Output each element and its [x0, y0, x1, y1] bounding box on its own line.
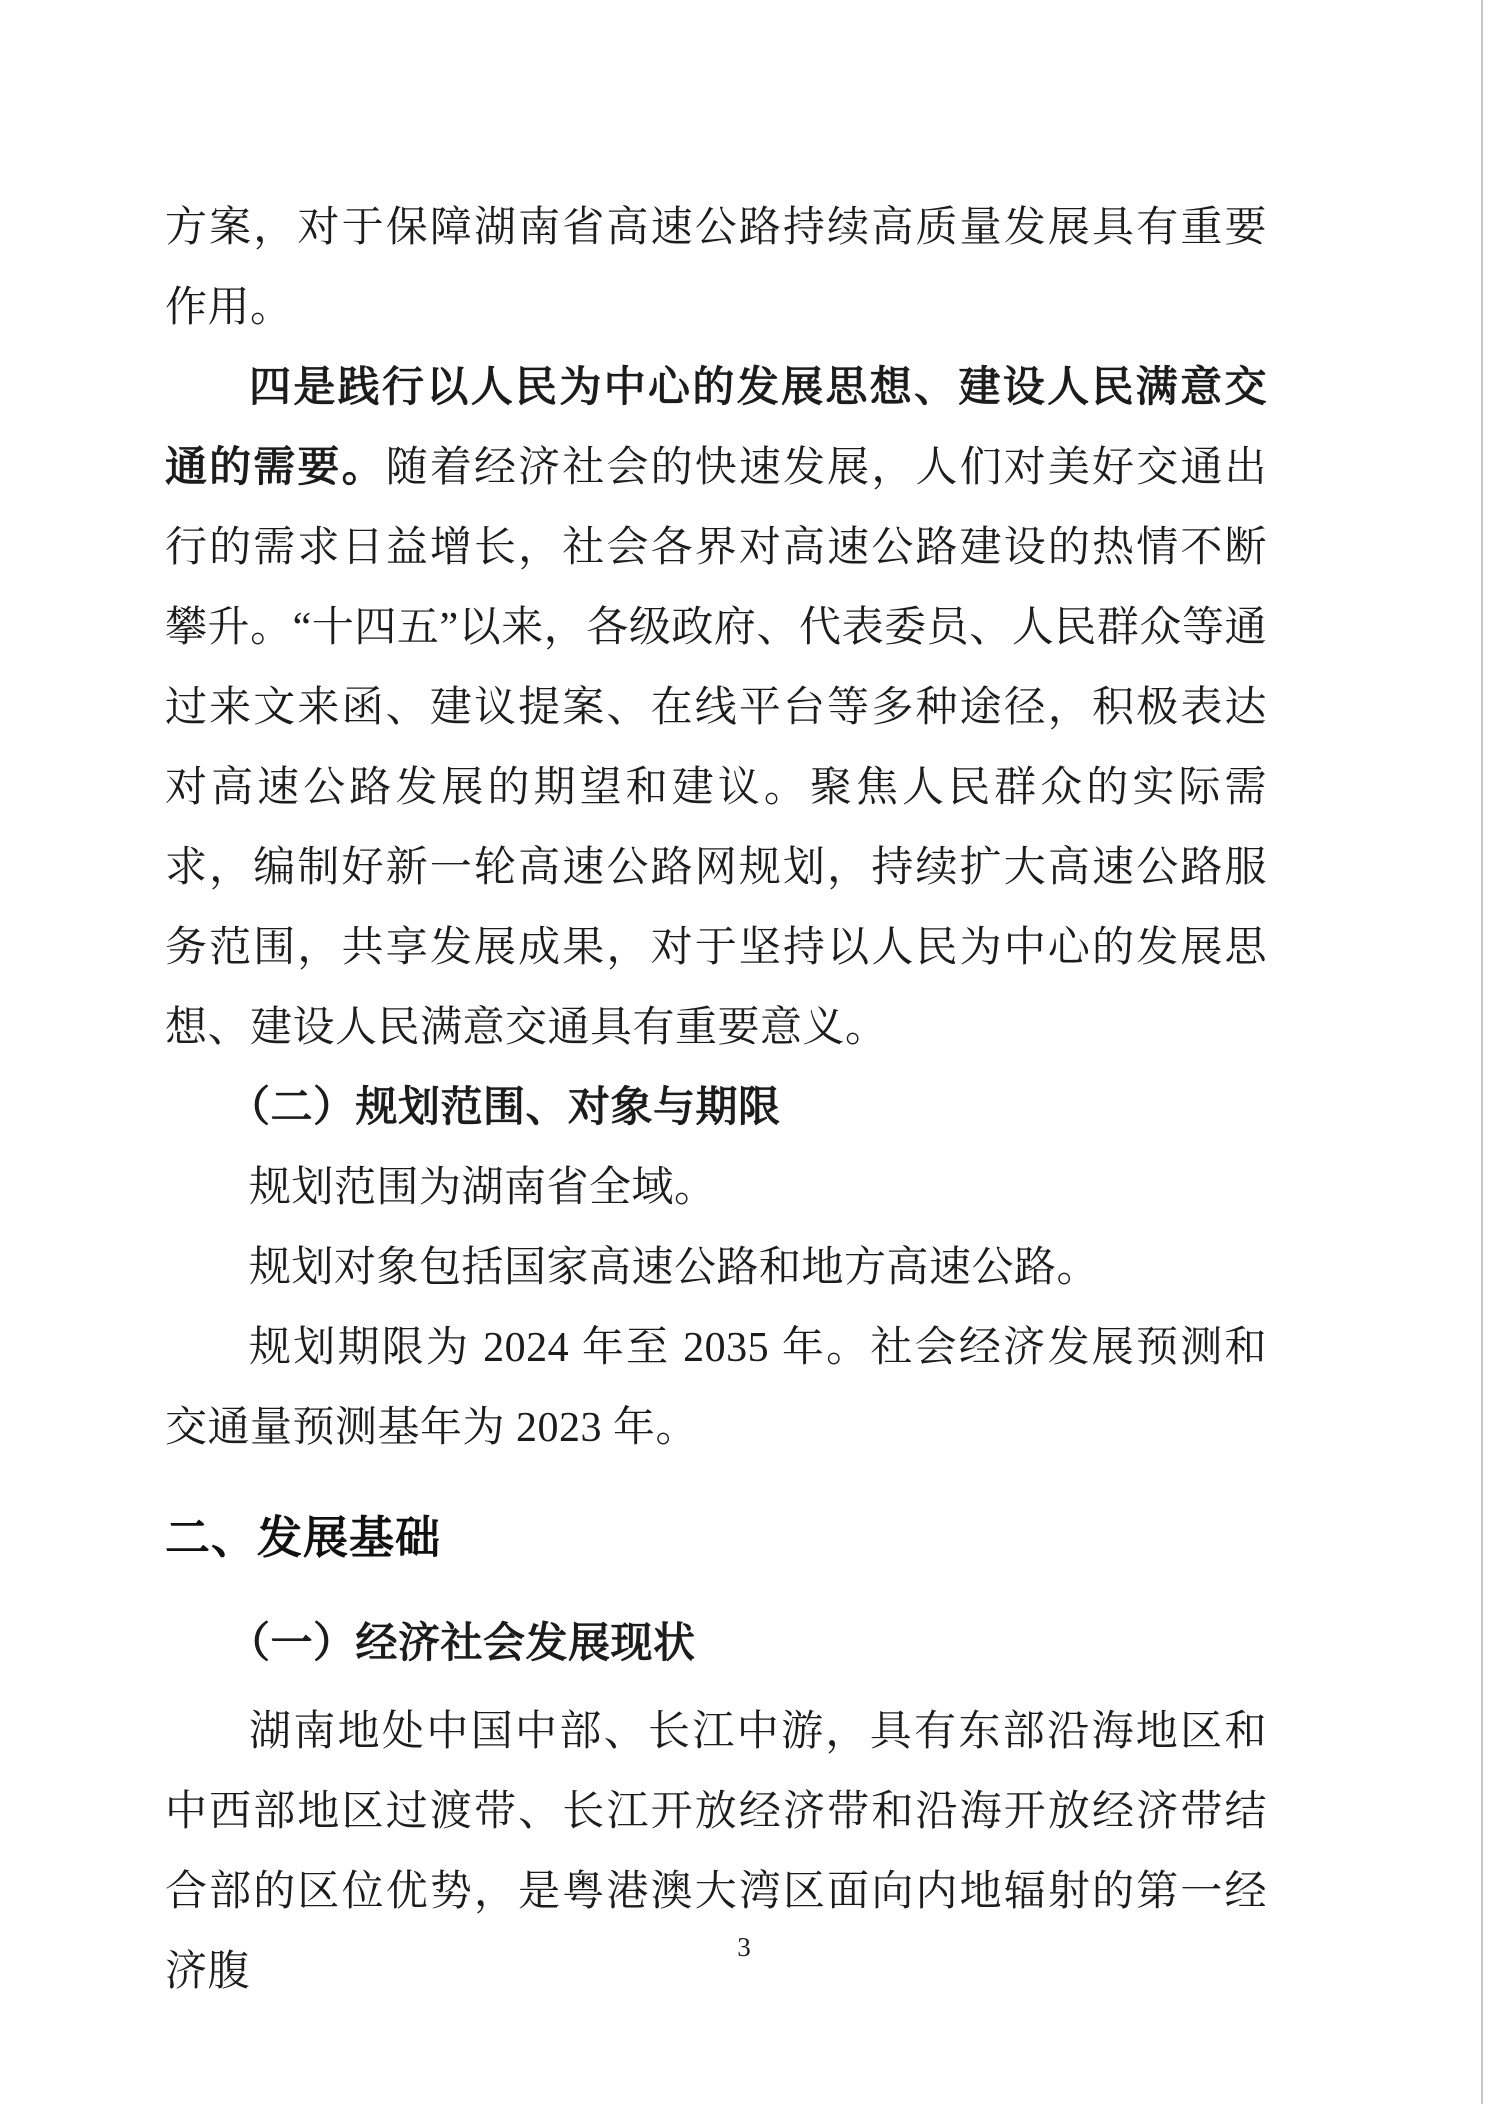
paragraph-planning-objects: 规划对象包括国家高速公路和地方高速公路。 [249, 1245, 1100, 1291]
paragraph-planning-scope: 规划范围为湖南省全域。 [249, 1165, 717, 1211]
page-edge-line [1481, 0, 1483, 2104]
heading-planning-scope: （二）规划范围、对象与期限 [228, 1085, 781, 1131]
paragraph-continuation: 方案，对于保障湖南省高速公路持续高质量发展具有重要作用。 [165, 205, 1267, 331]
paragraph-reason-four-body: 随着经济社会的快速发展，人们对美好交通出行的需求日益增长，社会各界对高速公路建设的热情不断攀升。“十四五”以来，各级政府、代表委员、人民群众等通过来文来函、建议提案、在线平台等多种途径，积极表达对高速公路发展的期望和建议。聚焦人民群众的实际需求，编制好新一轮高速公路网规划，持续扩大高速公路服务范围，共享发展成果，对于坚持以人民为中心的发展思想、建设人民满意交通具有重要意义。 [165, 445, 1267, 1051]
paragraph-reason-four [165, 348, 1267, 1068]
heading-economic-social-status: （一）经济社会发展现状 [228, 1621, 696, 1667]
paragraph-hunan-location: 湖南地处中国中部、长江中游，具有东部沿海地区和中西部地区过渡带、长江开放经济带和沿海开放经济带结合部的区位优势，是粤港澳大湾区面向内地辐射的第一经济腹 [165, 1709, 1267, 1995]
page-number: 3 [737, 1932, 751, 1962]
document-body [165, 188, 1267, 2012]
paragraph-planning-period: 规划期限为 2024 年至 2035 年。社会经济发展预测和交通量预测基年为 2023 年。 [165, 1325, 1267, 1451]
paragraph-reason-four-lead: 四是践行以人民为中心的发展思想、建设人民满意交通的需要。 [165, 365, 1267, 491]
section-heading-development-basis: 二、发展基础 [165, 1512, 442, 1563]
